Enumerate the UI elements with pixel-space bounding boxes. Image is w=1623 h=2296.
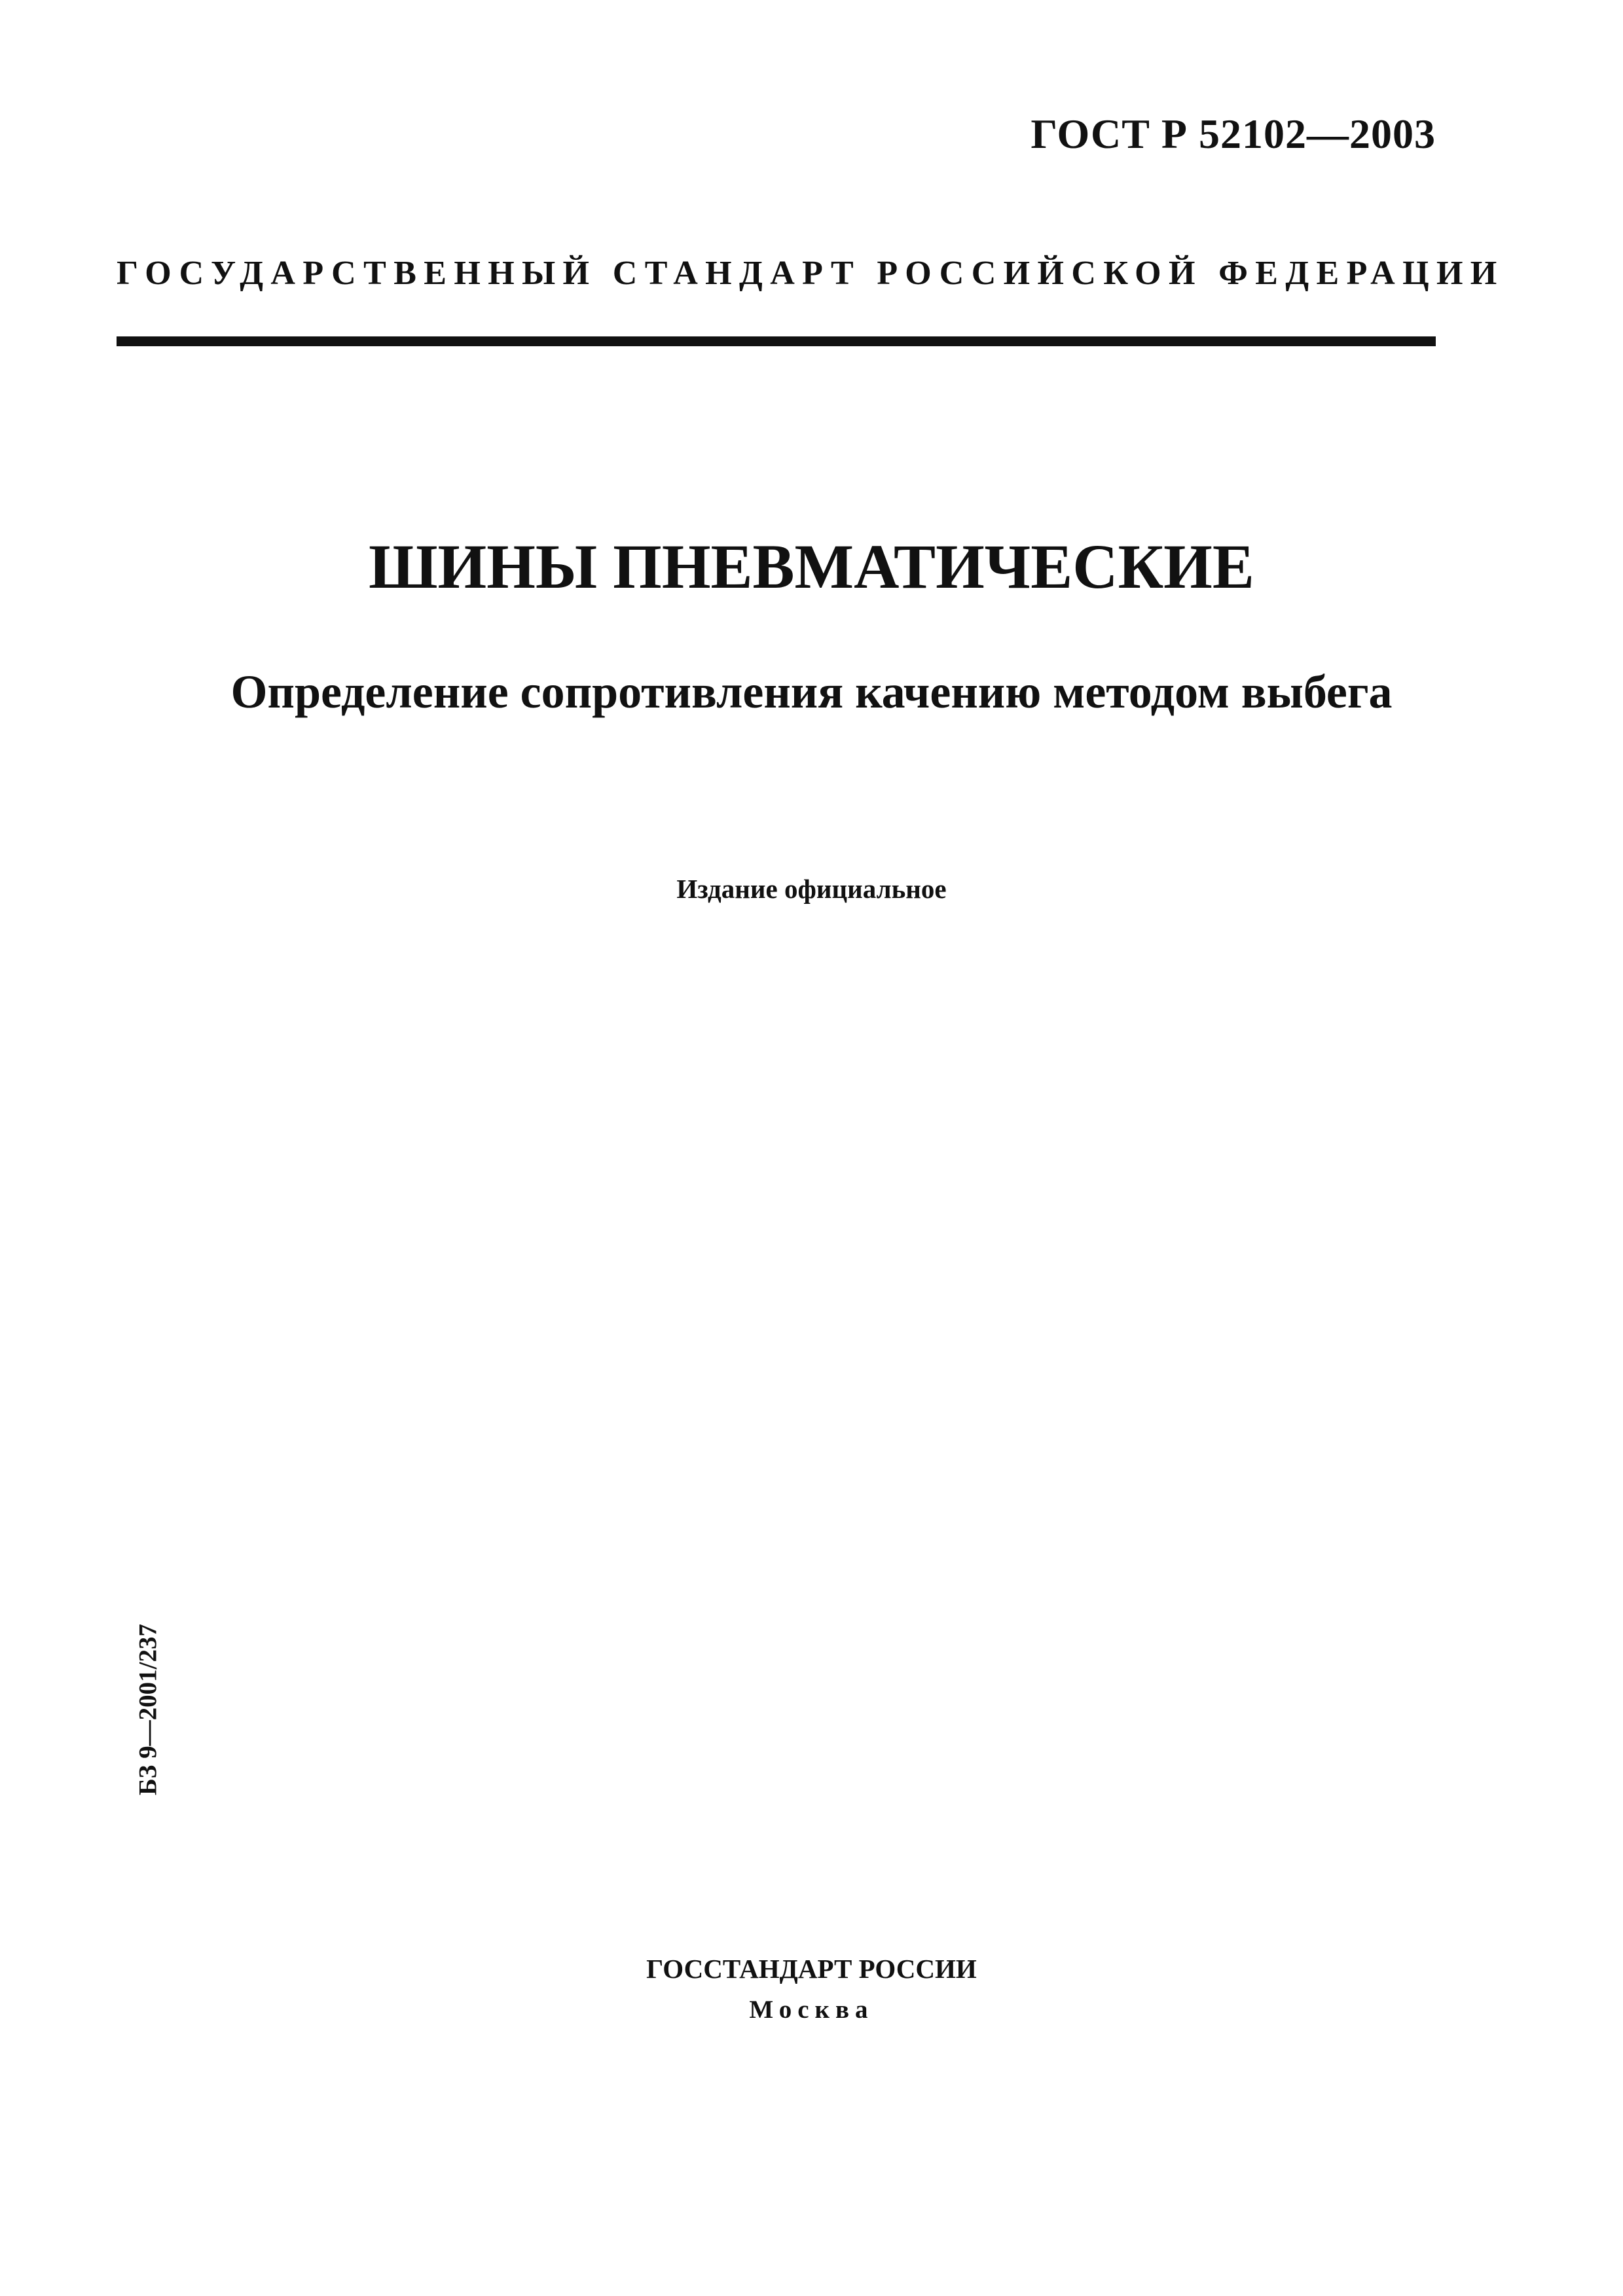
publisher-city: Москва <box>749 1996 874 2024</box>
side-catalog-code: БЗ 9—2001/237 <box>134 1624 162 1795</box>
document-subtitle: Определение сопротивления качению методом выбега <box>230 666 1393 718</box>
standard-header: ГОСУДАРСТВЕННЫЙ СТАНДАРТ РОССИЙСКОЙ ФЕДЕРАЦИИ <box>117 255 1504 292</box>
edition-note: Издание официальное <box>676 874 947 904</box>
header-divider <box>117 336 1436 346</box>
document-title: ШИНЫ ПНЕВМАТИЧЕСКИЕ <box>369 531 1254 601</box>
publisher-name: ГОССТАНДАРТ РОССИИ <box>646 1954 977 1984</box>
document-number: ГОСТ Р 52102—2003 <box>1030 111 1436 157</box>
